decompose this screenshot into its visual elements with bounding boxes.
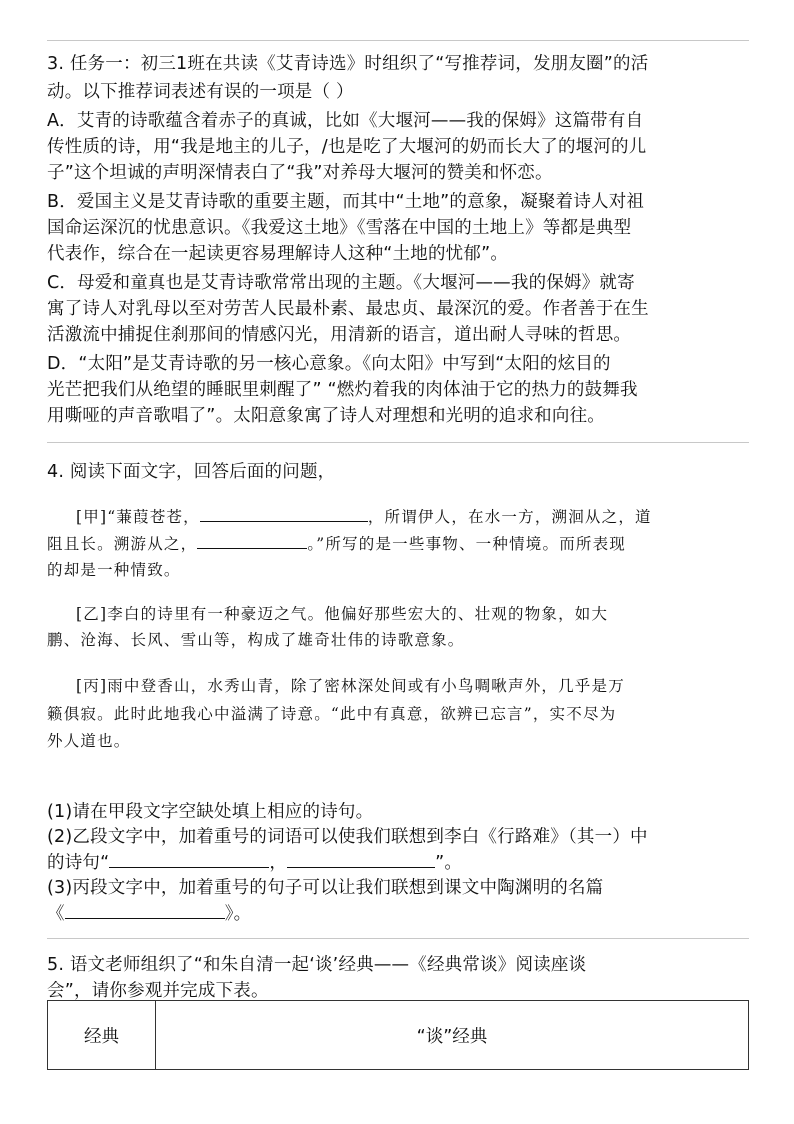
passage-jia-line-1: [甲]“蒹葭苍苍， ，所谓伊人，在水一方，溯洄从之，道 xyxy=(76,505,652,529)
q3-stem-line-2: 动。以下推荐词表述有误的一项是（ ） xyxy=(47,82,354,102)
q3-option-b-line-3: 代表作，综合在一起读更容易理解诗人这种“土地的忧郁”。 xyxy=(47,244,509,264)
table-row xyxy=(48,1001,749,1070)
answer-blank[interactable] xyxy=(200,505,368,522)
q5-stem-line-1: 5. 语文老师组织了“和朱自清一起‘谈’经典——《经典常谈》阅读座谈 xyxy=(47,955,587,975)
q4-sub-question-3-line-2: 《 》。 xyxy=(47,904,252,924)
q4-sub-question-2-line-2: 的诗句“ ， ”。 xyxy=(47,853,463,873)
table-header-classic: 经典 xyxy=(48,1001,156,1070)
q3-option-d-line-3: 用嘶哑的声音歌唱了”。太阳意象寓了诗人对理想和光明的追求和向往。 xyxy=(47,406,605,426)
q4-sub-question-2-line-1: (2)乙段文字中，加着重号的词语可以使我们联想到李白《行路难》（其一）中 xyxy=(47,827,648,847)
divider-q3-q4 xyxy=(47,442,749,443)
q3-option-c-line-3: 活激流中捕捉住刹那间的情感闪光，用清新的语言，道出耐人寻味的哲思。 xyxy=(47,325,632,345)
passage-jia-line-2: 阻且长。溯游从之， 。”所写的是一些事物、一种情境。而所表现 xyxy=(47,532,626,556)
q4-sub-question-1: (1)请在甲段文字空缺处填上相应的诗句。 xyxy=(47,802,374,822)
q3-option-a-line-2: 传性质的诗，用“我是地主的儿子，/也是吃了大堰河的奶而长大了的堰河的儿 xyxy=(47,137,647,157)
table-header-talk-classic: “谈”经典 xyxy=(156,1001,749,1070)
passage-bing-line-2: 籁俱寂。此时此地我心中溢满了诗意。“此中有真意，欲辨已忘言”，实不尽为 xyxy=(47,705,617,723)
q3-stem-line-1: 3. 任务一：初三1班在共读《艾青诗选》时组织了“写推荐词，发朋友圈”的活 xyxy=(47,54,649,74)
answer-blank[interactable] xyxy=(109,851,269,868)
q3-option-d-line-1: D．“太阳”是艾青诗歌的另一核心意象。《向太阳》中写到“太阳的炫目的 xyxy=(47,354,611,374)
divider-q4-q5 xyxy=(47,938,749,939)
q3-option-a-line-3: 子”这个坦诚的声明深情表白了“我”对养母大堰河的赞美和怀恋。 xyxy=(47,163,553,183)
top-divider xyxy=(47,40,749,41)
answer-blank[interactable] xyxy=(287,851,435,868)
q4-sub-question-3-line-1: (3)丙段文字中，加着重号的句子可以让我们联想到课文中陶渊明的名篇 xyxy=(47,878,604,898)
passage-yi-line-1: [乙]李白的诗里有一种豪迈之气。他偏好那些宏大的、壮观的物象，如大 xyxy=(76,605,609,623)
q3-option-b-line-2: 国命运深沉的忧患意识。《我爱这土地》《雪落在中国的土地上》等都是典型 xyxy=(47,218,632,238)
q4-stem: 4. 阅读下面文字，回答后面的问题， xyxy=(47,462,336,482)
reading-table xyxy=(47,1000,749,1070)
q3-option-a-line-1: A．艾青的诗歌蕴含着赤子的真诚，比如《大堰河——我的保姆》这篇带有自 xyxy=(47,111,644,131)
q3-option-c-line-1: C．母爱和童真也是艾青诗歌常常出现的主题。《大堰河——我的保姆》就寄 xyxy=(47,273,635,293)
q3-option-c-line-2: 寓了诗人对乳母以至对劳苦人民最朴素、最忠贞、最深沉的爱。作者善于在生 xyxy=(47,299,649,319)
passage-bing-line-1: [丙]雨中登香山，水秀山青，除了密林深处间或有小鸟啁啾声外，几乎是万 xyxy=(76,677,625,695)
passage-jia-line-3: 的却是一种情致。 xyxy=(47,561,181,579)
passage-yi-line-2: 鹏、沧海、长风、雪山等，构成了雄奇壮伟的诗歌意象。 xyxy=(47,631,465,649)
answer-blank[interactable] xyxy=(197,532,307,549)
q3-option-d-line-2: 光芒把我们从绝望的睡眠里刺醒了” “燃灼着我的肉体油于它的热力的鼓舞我 xyxy=(47,380,638,400)
passage-bing-line-3: 外人道也。 xyxy=(47,732,131,750)
answer-blank[interactable] xyxy=(65,902,225,919)
q3-option-b-line-1: B．爱国主义是艾青诗歌的重要主题，而其中“土地”的意象，凝聚着诗人对祖 xyxy=(47,192,645,212)
q5-stem-line-2: 会”，请你参观并完成下表。 xyxy=(47,981,269,1001)
